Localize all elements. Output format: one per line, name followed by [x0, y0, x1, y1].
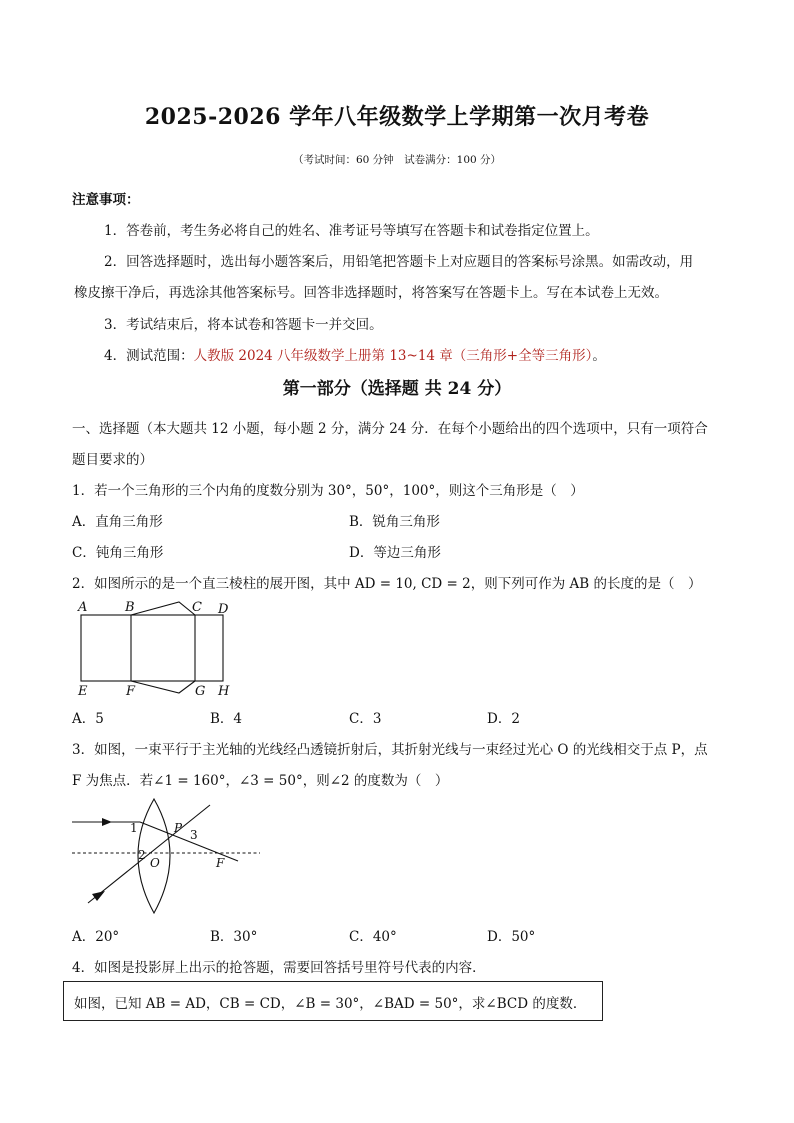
q3-option-a: A．20°	[72, 929, 120, 945]
arrow-parallel-ray	[102, 818, 112, 826]
point-f-label: F	[216, 856, 225, 870]
q2-option-c: C．3	[349, 711, 382, 727]
q1-option-d: D．等边三角形	[349, 545, 441, 561]
net-top-triangle	[131, 602, 195, 615]
net-bottom-triangle	[131, 681, 195, 693]
angle-1-label: 1	[130, 821, 138, 835]
q1-option-c: C．钝角三角形	[72, 545, 164, 561]
net-outer-rect	[81, 615, 223, 681]
q2-option-b: B．4	[210, 711, 243, 727]
q2-option-d: D．2	[487, 711, 520, 727]
angle-2-label: 2	[138, 848, 146, 862]
scope-suffix: 。	[592, 348, 606, 364]
lens-figure	[68, 795, 268, 917]
scope-value: 人教版 2024 八年级数学上册第 13~14 章（三角形+全等三角形）	[193, 348, 593, 364]
q3-option-d: D．50°	[487, 929, 536, 945]
point-o-label: O	[150, 856, 160, 870]
q4-projection-box	[63, 981, 603, 1021]
label-a: A	[78, 600, 88, 615]
scope-prefix: 4．测试范围：	[104, 348, 194, 364]
q3-option-c: C．40°	[349, 929, 397, 945]
arrow-center-ray	[92, 891, 105, 901]
note-item-2: 2．回答选择题时，选出每小题答案后，用铅笔把答题卡上对应题目的答案标号涂黑。如需改动，用	[104, 254, 694, 270]
label-g: G	[195, 684, 206, 699]
note-item-2-cont: 橡皮擦干净后，再选涂其他答案标号。回答非选择题时，将答案写在答题卡上。写在本试卷上无效。	[74, 285, 668, 301]
q3-stem-line2: F 为焦点．若∠1 = 160°，∠3 = 50°，则∠2 的度数为（ ）	[72, 773, 449, 789]
q3-option-b: B．30°	[210, 929, 258, 945]
q2-option-a: A．5	[72, 711, 104, 727]
label-d: D	[218, 602, 229, 617]
point-p-label: P	[174, 821, 183, 835]
q4-box-text: 如图，已知 AB = AD，CB = CD，∠B = 30°，∠BAD = 50°，求∠BCD 的度数．	[74, 996, 587, 1012]
q3-stem-line1: 3．如图，一束平行于主光轴的光线经凸透镜折射后，其折射光线与一束经过光心 O 的光线相交于点 P，点	[72, 742, 708, 758]
section-title: 第一部分（选择题 共 24 分）	[282, 379, 512, 399]
q4-stem: 4．如图是投影屏上出示的抢答题，需要回答括号里符号代表的内容．	[72, 960, 486, 976]
note-item-3: 3．考试结束后，将本试卷和答题卡一并交回。	[104, 317, 383, 333]
label-h: H	[218, 684, 230, 699]
angle-3-label: 3	[190, 828, 198, 842]
label-f: F	[126, 684, 136, 699]
label-e: E	[78, 684, 88, 699]
center-ray	[88, 805, 210, 903]
note-item-4	[104, 344, 606, 364]
q1-option-b: B．锐角三角形	[349, 514, 440, 530]
label-c: C	[192, 600, 202, 615]
exam-subtitle: （考试时间：60 分钟 试卷满分：100 分）	[292, 154, 502, 166]
q1-stem: 1．若一个三角形的三个内角的度数分别为 30°，50°，100°，则这个三角形是（ ）	[72, 483, 584, 499]
q2-stem: 2．如图所示的是一个直三棱柱的展开图，其中 AD = 10, CD = 2，则下列可作为 AB 的长度的是（ ）	[72, 576, 702, 592]
label-b: B	[125, 600, 135, 615]
note-item-1: 1．答卷前，考生务必将自己的姓名、准考证号等填写在答题卡和试卷指定位置上。	[104, 223, 599, 239]
section-intro-line2: 题目要求的）	[72, 452, 153, 468]
exam-title: 2025-2026 学年八年级数学上学期第一次月考卷	[144, 104, 650, 130]
prism-net-figure	[70, 597, 240, 701]
notes-heading: 注意事项：	[72, 192, 140, 208]
section-intro-line1: 一、选择题（本大题共 12 小题，每小题 2 分，满分 24 分．在每个小题给出的四个选项中，只有一项符合	[72, 421, 708, 437]
q1-option-a: A．直角三角形	[72, 514, 163, 530]
